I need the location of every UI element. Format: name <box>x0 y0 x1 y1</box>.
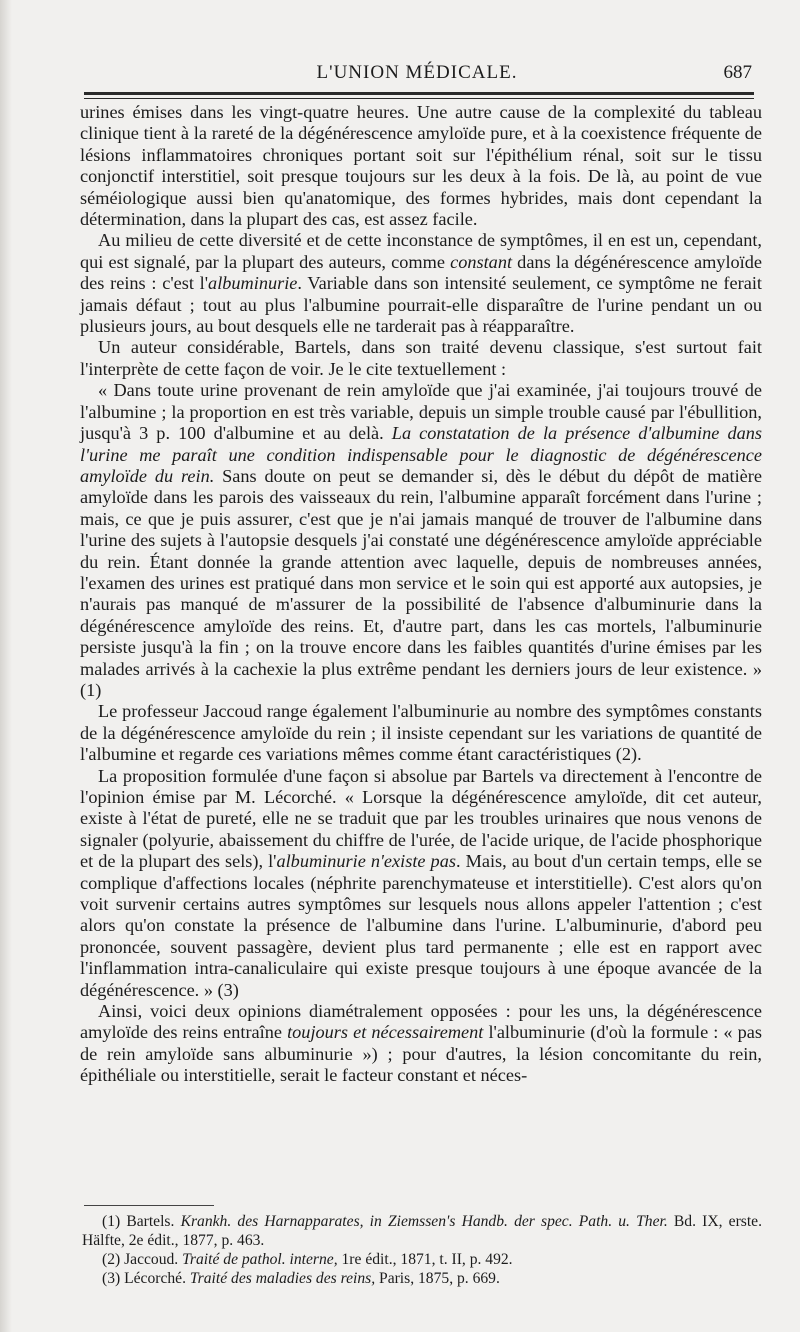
italic-text: Krankh. des Harnapparates, in Ziemssen's Handb. der spec. Path. u. Ther. <box>180 1213 668 1230</box>
text-run: (1) Bartels. <box>102 1213 181 1230</box>
text-run: Au milieu de cette diversité et de cette inconstance de symptômes, il en est un, cependant, qui est signalé, par la plupart des auteurs, comme <box>80 230 762 272</box>
text-run: urines émises dans les vingt-quatre heures. Une autre cause de la complexité du tableau clinique tient à la rareté de la dégénérescence amyloïde pure, et à la coexistence fréquente de lésions inflammatoires chroniques portant soit sur l'épithélium rénal, soit sur le tissu conjonctif interstitiel, soit presque toujours sur les deux à la fois. De là, au point de vue séméiologique aussi bien qu'anatomique, des formes hybrides, mais dont cependant la détermination, dans la plupart des cas, est assez facile. <box>80 102 762 230</box>
paragraph <box>80 230 762 337</box>
paragraph <box>80 766 762 1001</box>
header-rule-thin <box>84 98 754 99</box>
page-number: 687 <box>723 62 752 83</box>
footnote-separator <box>84 1205 214 1206</box>
journal-title: L'UNION MÉDICALE. <box>316 62 518 83</box>
italic-text: albuminurie n'existe pas <box>276 851 456 872</box>
footnote <box>82 1269 762 1288</box>
italic-text: Traité des maladies des reins, <box>189 1270 376 1287</box>
text-run: . Variable dans son intensité seulement, ce symptôme ne ferait jamais défaut ; tout au plus l'albumine pourrait-elle disparaître de l'urine pendant un ou plusieurs jours, au bout desquels elle ne tarderait pas à réapparaître. <box>80 273 762 337</box>
paragraph <box>80 1001 762 1087</box>
article-body <box>80 102 762 1087</box>
text-run: Bd. IX, erste. Hälfte, 2e édit., 1877, p. 463. <box>82 1213 762 1249</box>
italic-text: La constatation de la présence d'albumine dans l'urine me paraît une condition indispensable pour le diagnostic de dégénérescence amyloïde du rein. <box>80 423 762 486</box>
running-header <box>82 62 752 88</box>
footnote <box>82 1212 762 1250</box>
quotation-paragraph <box>80 380 762 701</box>
italic-text: toujours et nécessairement <box>287 1022 484 1043</box>
page-gutter-shadow <box>0 0 12 1332</box>
text-run: dans la dégénérescence amyloïde des reins : c'est l' <box>80 251 762 294</box>
text-run: Sans doute on peut se demander si, dès le début du dépôt de matière amyloïde dans les parois des vaisseaux du rein, l'albumine apparaît forcément dans l'urine ; mais, ce que je puis assurer, c'est que je n'ai jamais manqué de trouver de l'albumine dans l'urine des sujets à l'autopsie desquels j'ai constaté une dégénérescence amyloïde appréciable du rein. Étant donnée la grande attention avec laquelle, depuis de nombreuses années, l'examen des urines est pratiqué dans mon service et le soin qui est apporté aux autopsies, je n'aurais pas manqué de m'assurer de la possibilité de l'absence d'albuminurie dans la dégénérescence amyloïde des reins. Et, d'autre part, dans les cas mortels, l'albuminurie persiste jusqu'à la fin ; on la trouve encore dans les faibles quantités d'urine émises par les malades arrivés à la cachexie la plus extrême pendant les derniers jours de leur existence. » (1) <box>80 465 762 700</box>
italic-text: albuminurie <box>208 273 298 294</box>
text-run: Le professeur Jaccoud range également l'albuminurie au nombre des symptômes constants de la dégénérescence amyloïde du rein ; il insiste cependant sur les variations de quantité de l'albumine et regarde ces variations mêmes comme étant caractéristiques (2). <box>80 701 762 765</box>
text-run: (3) Lécorché. <box>102 1270 190 1287</box>
italic-text: constant <box>450 251 513 272</box>
text-run: (2) Jaccoud. <box>102 1251 183 1268</box>
paragraph <box>80 701 762 765</box>
text-run: 1re édit., 1871, t. II, p. 492. <box>337 1251 513 1268</box>
paragraph <box>80 337 762 380</box>
paragraph <box>80 102 762 230</box>
footnotes <box>82 1212 762 1288</box>
text-run: « Dans toute urine provenant de rein amyloïde que j'ai examinée, j'ai toujours trouvé de l'albumine ; la proportion en est très variable, depuis un simple trouble causé par l'ébullition, jusqu'à 3 p. 100 d'albumine et au delà. <box>80 380 762 444</box>
italic-text: Traité de pathol. interne, <box>182 1251 338 1268</box>
text-run: La proposition formulée d'une façon si absolue par Bartels va directement à l'encontre de l'opinion émise par M. Lécorché. « Lorsque la dégénérescence amyloïde, dit cet auteur, existe à l'état de pureté, elle ne se traduit que par les troubles urinaires que nous venons de signaler (polyurie, abaissement du chiffre de l'urée, de l'acide urique, de l'acide phosphorique et de la plupart des sels), l' <box>80 765 762 872</box>
footnote <box>82 1250 762 1269</box>
header-rule-thick <box>84 92 754 95</box>
text-run: l'albuminurie (d'où la formule : « pas de rein amyloïde sans albuminurie ») ; pour d'autres, la lésion concomitante du rein, épithéliale ou interstitielle, serait le facteur constant et néces- <box>80 1022 762 1086</box>
text-run: Paris, 1875, p. 669. <box>375 1270 500 1287</box>
text-run: Ainsi, voici deux opinions diamétralement opposées : pour les uns, la dégénérescence amyloïde des reins entraîne <box>80 1001 762 1043</box>
text-run: Un auteur considérable, Bartels, dans son traité devenu classique, s'est surtout fait l'interprète de cette façon de voir. Je le cite textuellement : <box>80 337 762 379</box>
text-run: . Mais, au bout d'un certain temps, elle se complique d'affections locales (néphrite parenchymateuse et interstitielle). C'est alors qu'on voit survenir certains autres symptômes sur lesquels nous allons appeler l'attention ; c'est alors qu'on constate la présence de l'albumine dans l'urine. L'albuminurie, d'abord peu prononcée, souvent passagère, devient plus tard permanente ; elle est en rapport avec l'inflammation intra-canaliculaire qui existe presque toujours à une époque avancée de la dégénérescence. » (3) <box>80 851 762 1000</box>
